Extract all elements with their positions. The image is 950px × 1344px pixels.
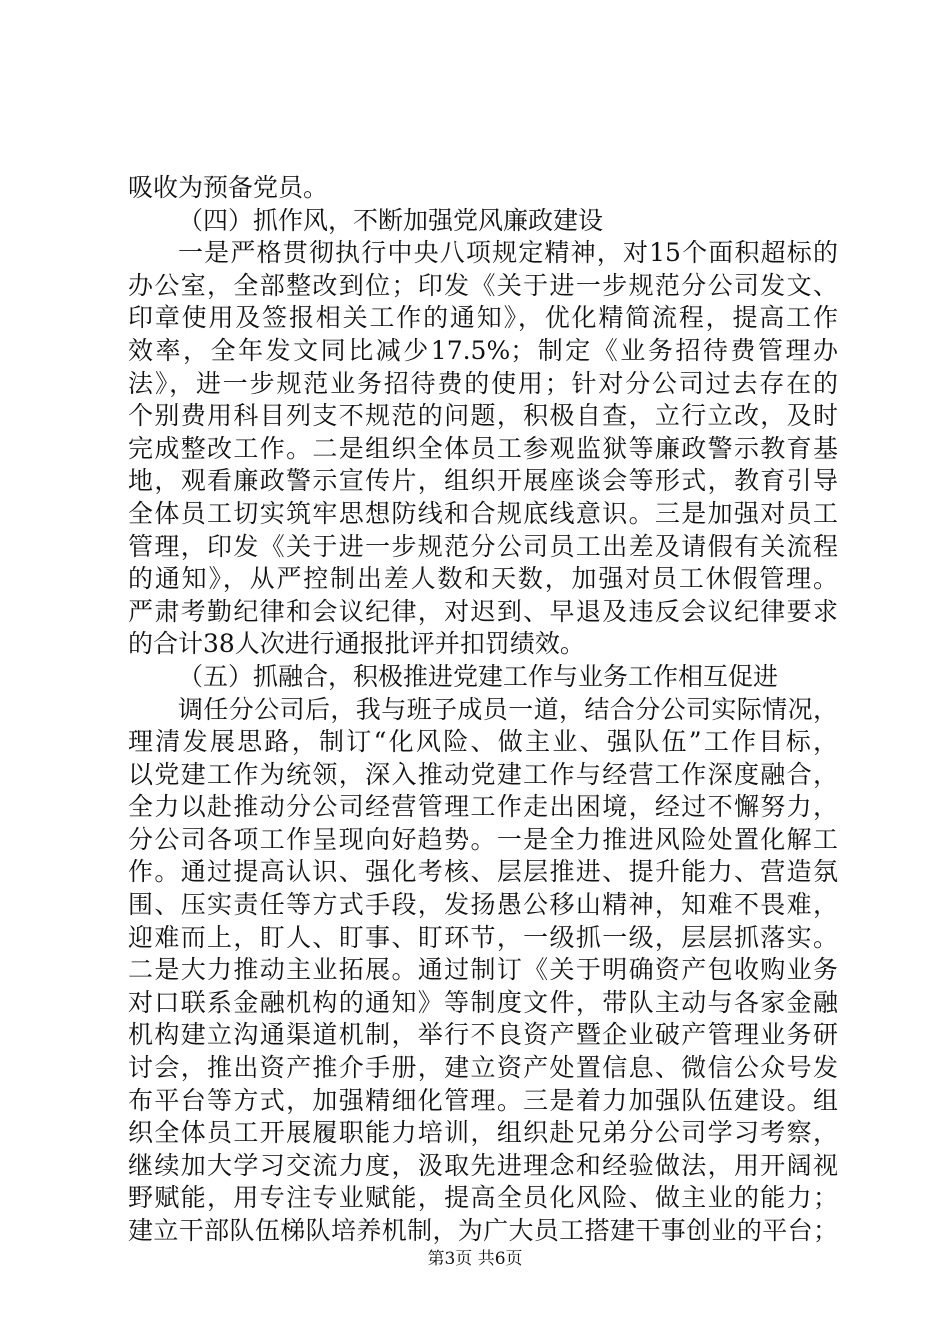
text-line: 二是大力推动主业拓展。通过制订《关于明确资产包收购业务 [128, 955, 838, 985]
text-line: 地，观看廉政警示宣传片，组织开展座谈会等形式，教育引导 [128, 466, 838, 496]
text-line: 效率，全年发文同比减少17.5%；制定《业务招待费管理办 [128, 335, 838, 365]
text-line: 讨会，推出资产推介手册，建立资产处置信息、微信公众号发 [128, 1053, 838, 1083]
text-line: 继续加大学习交流力度，汲取先进理念和经验做法，用开阔视 [128, 1150, 838, 1180]
text-line: 吸收为预备党员。 [128, 173, 329, 202]
text-line: （五）抓融合，积极推进党建工作与业务工作相互促进 [178, 661, 779, 691]
text-line: 个别费用科目列支不规范的问题，积极自查，立行立改，及时 [128, 401, 838, 431]
text-line: 办公室，全部整改到位；印发《关于进一步规范分公司发文、 [128, 270, 838, 300]
text-line: 全力以赴推动分公司经营管理工作走出困境，经过不懈努力， [128, 792, 838, 822]
text-line: 全体员工切实筑牢思想防线和合规底线意识。三是加强对员工 [128, 498, 838, 528]
text-line: 的通知》，从严控制出差人数和天数，加强对员工休假管理。 [128, 564, 838, 594]
text-line: 一是严格贯彻执行中央八项规定精神，对15个面积超标的 [178, 238, 838, 268]
text-line: 织全体员工开展履职能力培训，组织赴兄弟分公司学习考察， [128, 1118, 838, 1148]
text-line: 以党建工作为统领，深入推动党建工作与经营工作深度融合， [128, 759, 838, 789]
text-line: 印章使用及签报相关工作的通知》，优化精简流程，提高工作 [128, 303, 838, 333]
text-line: 理清发展思路，制订“化风险、做主业、强队伍”工作目标， [128, 727, 838, 757]
page-footer: 第3页 共6页 [427, 1249, 523, 1269]
text-line: 法》，进一步规范业务招待费的使用；针对分公司过去存在的 [128, 368, 838, 398]
text-line: 分公司各项工作呈现向好趋势。一是全力推进风险处置化解工 [128, 824, 838, 854]
text-line: 调任分公司后，我与班子成员一道，结合分公司实际情况， [178, 694, 838, 724]
text-line: 机构建立沟通渠道机制，举行不良资产暨企业破产管理业务研 [128, 1020, 838, 1050]
text-line: 完成整改工作。二是组织全体员工参观监狱等廉政警示教育基 [128, 433, 838, 463]
text-line: 严肃考勤纪律和会议纪律，对迟到、早退及违反会议纪律要求 [128, 596, 838, 626]
text-line: （四）抓作风，不断加强党风廉政建设 [178, 205, 604, 235]
body-text [128, 172, 838, 1248]
text-line: 的合计38人次进行通报批评并扣罚绩效。 [128, 629, 585, 659]
text-line: 围、压实责任等方式手段，发扬愚公移山精神，知难不畏难， [128, 890, 838, 920]
text-line: 迎难而上，盯人、盯事、盯环节，一级抓一级，层层抓落实。 [128, 922, 838, 952]
text-line: 作。通过提高认识、强化考核、层层推进、提升能力、营造氛 [128, 857, 838, 887]
text-line: 野赋能，用专注专业赋能，提高全员化风险、做主业的能力； [128, 1183, 838, 1213]
text-line: 对口联系金融机构的通知》等制度文件，带队主动与各家金融 [128, 987, 838, 1017]
text-line: 建立干部队伍梯队培养机制，为广大员工搭建干事创业的平台； [128, 1216, 838, 1245]
text-line: 管理，印发《关于进一步规范分公司员工出差及请假有关流程 [128, 531, 838, 561]
text-line: 布平台等方式，加强精细化管理。三是着力加强队伍建设。组 [128, 1085, 838, 1115]
